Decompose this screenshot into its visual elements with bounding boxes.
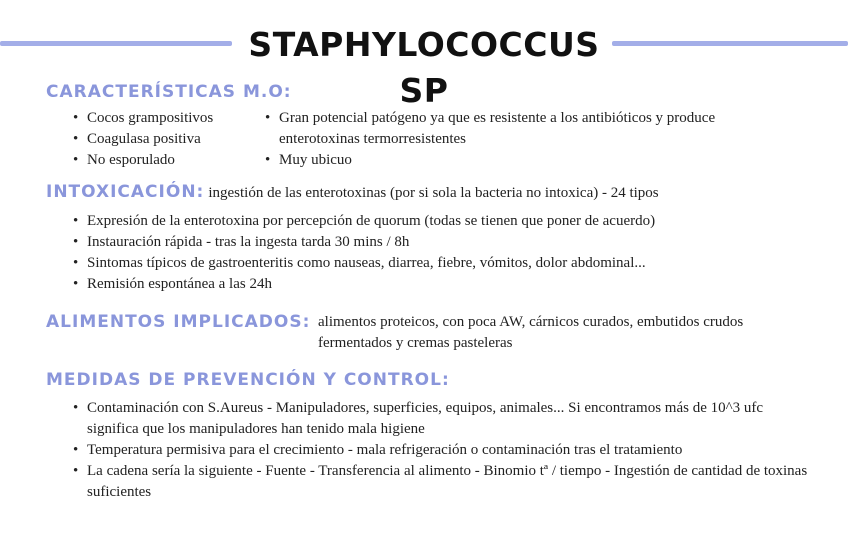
page-title: STAPHYLOCOCCUS SP xyxy=(248,25,600,110)
list-item: • No esporulado xyxy=(70,150,250,171)
intoxicacion-heading: INTOXICACIÓN: xyxy=(46,182,205,202)
list-item: • Instauración rápida - tras la ingesta tarda 30 mins / 8h xyxy=(70,232,830,253)
alimentos-text: alimentos proteicos, con poca AW, cárnicos curados, embutidos crudos fermentados y cremas pasteleras xyxy=(318,314,744,351)
title-rule-right xyxy=(612,41,848,46)
list-item: • Temperatura permisiva para el crecimiento - mala refrigeración o contaminación tras el tratamiento xyxy=(70,440,810,461)
list-item: • Expresión de la enterotoxina por percepción de quorum (todas se tienen que poner de acuerdo) xyxy=(70,211,830,232)
list-item: • Muy ubicuo xyxy=(262,150,792,171)
list-item: • La cadena sería la siguiente - Fuente - Transferencia al alimento - Binomio tª / tiempo - Ingestión de cantidad de toxinas suficientes xyxy=(70,461,810,503)
intoxicacion-line xyxy=(46,182,826,204)
list-item: • Sintomas típicos de gastroenteritis como nauseas, diarrea, fiebre, vómitos, dolor abdominal... xyxy=(70,253,830,274)
list-item: • Gran potencial patógeno ya que es resistente a los antibióticos y produce enterotoxinas termorresistentes xyxy=(262,108,792,150)
intoxicacion-list xyxy=(70,211,830,295)
medidas-heading: MEDIDAS DE PREVENCIÓN Y CONTROL: xyxy=(46,370,450,390)
medidas-list xyxy=(70,398,810,503)
alimentos-heading: ALIMENTOS IMPLICADOS: xyxy=(46,312,311,332)
list-item: • Remisión espontánea a las 24h xyxy=(70,274,830,295)
title-rule-left xyxy=(0,41,232,46)
list-item: • Cocos grampositivos xyxy=(70,108,250,129)
intoxicacion-text: ingestión de las enterotoxinas (por si sola la bacteria no intoxica) - 24 tipos xyxy=(208,185,659,201)
list-item: • Contaminación con S.Aureus - Manipuladores, superficies, equipos, animales... Si encontramos más de 10^3 ufc significa que los manipuladores han tenido mala higiene xyxy=(70,398,810,440)
caracteristicas-list-2 xyxy=(262,108,792,171)
caracteristicas-list-1 xyxy=(70,108,250,171)
caracteristicas-heading: CARACTERÍSTICAS M.O: xyxy=(46,82,292,102)
list-item: • Coagulasa positiva xyxy=(70,129,250,150)
